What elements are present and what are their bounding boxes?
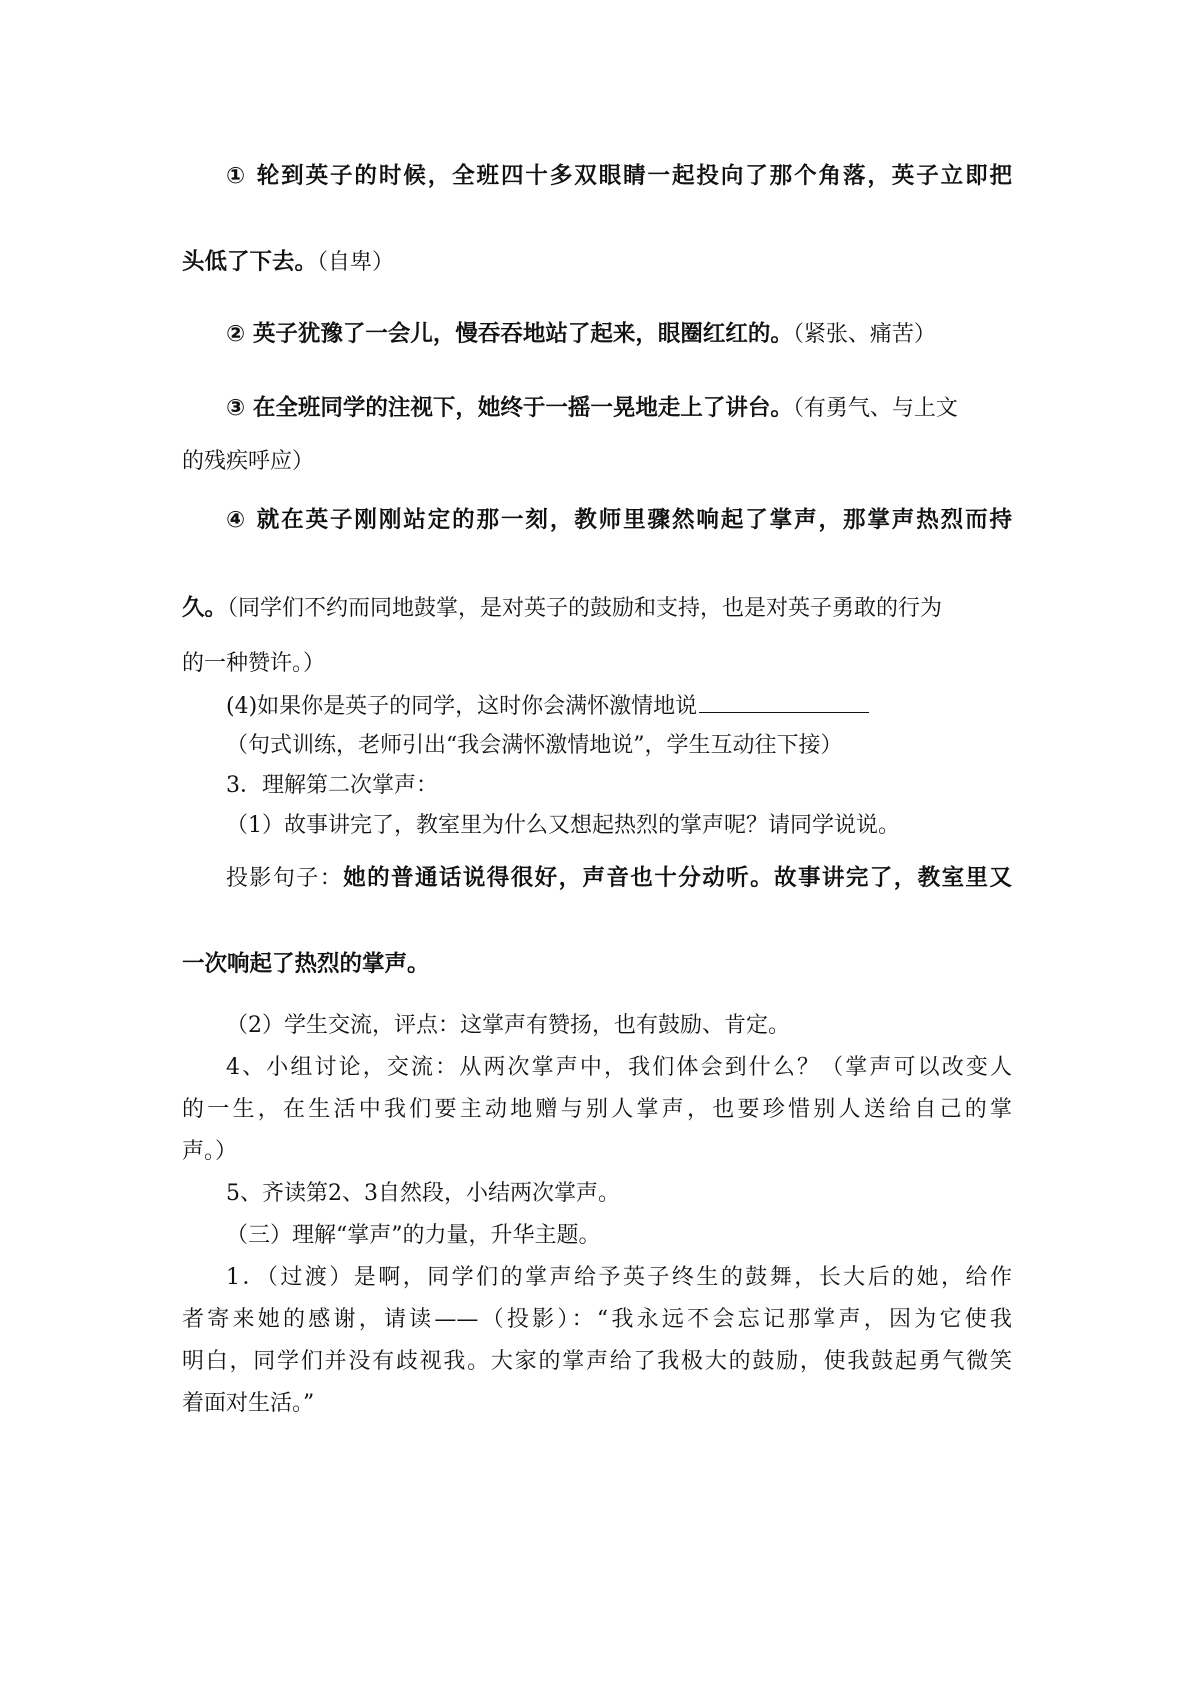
question-4 bbox=[226, 690, 1012, 723]
sentence-3-note-continued: 的残疾呼应） bbox=[182, 449, 315, 474]
projection-label: 投影句子： bbox=[226, 866, 344, 891]
sentence-3 bbox=[226, 392, 1012, 425]
projection-line-2: 一次响起了热烈的掌声。 bbox=[182, 951, 430, 977]
sentence-1-line-1: ① 轮到英子的时候，全班四十多双眼睛一起投向了那个角落，英子立即把 bbox=[226, 163, 1012, 189]
sentence-2-note: （紧张、痛苦） bbox=[792, 322, 936, 347]
part-4-line-2: 的一生，在生活中我们要主动地赠与别人掌声，也要珍惜别人送给自己的掌 bbox=[182, 1097, 1012, 1122]
projection-bold-1: 她的普通话说得很好，声音也十分动听。故事讲完了，教室里又 bbox=[343, 865, 1012, 891]
sentence-3-note: （有勇气、与上文 bbox=[792, 396, 958, 421]
sentence-4-line-1: ④ 就在英子刚刚站定的那一刻，教师里骤然响起了掌声，那掌声热烈而持 bbox=[226, 507, 1012, 533]
sentence-4-note: （同学们不约而同地鼓掌，是对英子的鼓励和支持，也是对英子勇敢的行为 bbox=[227, 596, 943, 621]
sentence-1-line-2 bbox=[182, 246, 1012, 279]
sentence-3-bold: ③ 在全班同学的注视下，她终于一摇一晃地走上了讲台。 bbox=[226, 395, 793, 421]
question-4-text: (4)如果你是英子的同学，这时你会满怀激情地说 bbox=[226, 694, 698, 719]
section-3-title: （三）理解“掌声”的力量，升华主题。 bbox=[226, 1223, 601, 1248]
sentence-2-bold: ② 英子犹豫了一会儿，慢吞吞地站了起来，眼圈红红的。 bbox=[226, 321, 793, 347]
final-line-2: 者寄来她的感谢，请读——（投影）：“我永远不会忘记那掌声，因为它使我 bbox=[182, 1307, 1012, 1332]
question-4-note: （句式训练，老师引出“我会满怀激情地说”，学生互动往下接） bbox=[226, 733, 843, 758]
sentence-1-bold-end: 头低了下去。 bbox=[182, 249, 318, 275]
final-line-4: 着面对生活。” bbox=[182, 1391, 315, 1416]
sentence-4-bold-end: 久。 bbox=[182, 595, 228, 621]
final-line-1: 1．（过渡）是啊，同学们的掌声给予英子终生的鼓舞，长大后的她，给作 bbox=[226, 1265, 1012, 1290]
sentence-2 bbox=[226, 318, 1012, 351]
part-3-question-2: （2）学生交流，评点：这掌声有赞扬，也有鼓励、肯定。 bbox=[226, 1013, 790, 1038]
answer-blank-line bbox=[699, 690, 869, 713]
part-3-question-1: （1）故事讲完了，教室里为什么又想起热烈的掌声呢？请同学说说。 bbox=[226, 813, 900, 838]
sentence-1-note: （自卑） bbox=[317, 250, 395, 275]
part-4-line-1: 4、小组讨论，交流：从两次掌声中，我们体会到什么？（掌声可以改变人 bbox=[226, 1055, 1012, 1080]
projection-line-1 bbox=[226, 862, 1012, 895]
sentence-4-line-3: 的一种赞许。） bbox=[182, 651, 326, 676]
part-4-line-3: 声。） bbox=[182, 1139, 238, 1164]
final-line-3: 明白，同学们并没有歧视我。大家的掌声给了我极大的鼓励，使我鼓起勇气微笑 bbox=[182, 1349, 1012, 1374]
part-3-title: 3．理解第二次掌声： bbox=[226, 773, 438, 798]
part-5: 5、齐读第2、3自然段，小结两次掌声。 bbox=[226, 1181, 620, 1206]
sentence-4-line-2 bbox=[182, 592, 1012, 625]
